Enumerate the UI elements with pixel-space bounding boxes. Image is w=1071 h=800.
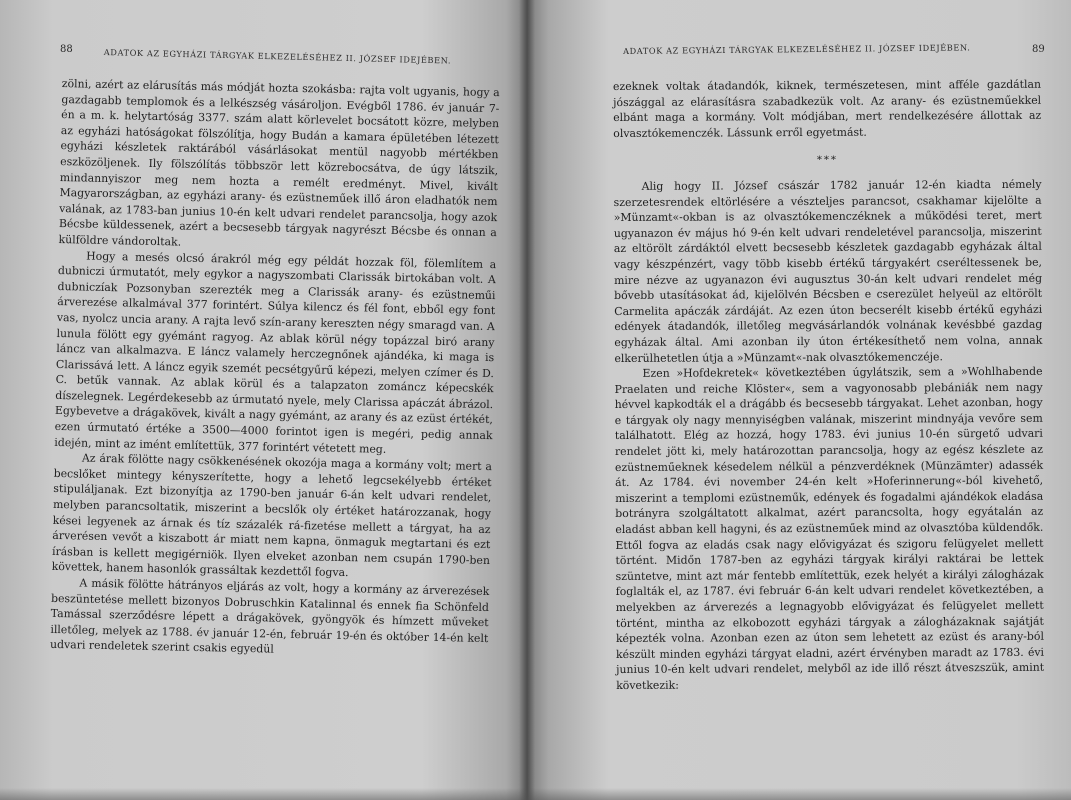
right-page <box>527 0 1071 800</box>
left-header-title: ADATOK AZ EGYHÁZI TÁRGYAK ELKEZELÉSÉHEZ II. JÓZSEF IDEJÉBEN. <box>103 47 452 66</box>
right-page-body <box>613 77 1044 694</box>
right-paragraph-2: Alig hogy II. József császár 1782 január 12-én kiadta némely szerzetesrendek eltörlésére a vészteljes parancsot, csakhamar kijelölte a »Münzamt«-okban is az olvasztókemenczéknek a működési teret, mert ugyanazon év május hó 9-én kelt udvari rendeletével parancsolja, miszerint az eltörölt zárdáktól elvett becsesebb készletek gazdagabb egyházak által vagy készpénzért, vagy több kisebb értékű tárgyakért cseréltessenek be, mire nézve az ugyanazon évi augusztus 30-án kelt udvari rendelet még bővebb utasításokat ád, kijelölvén Bécsben e cserezület helyeül az eltörölt Carmelita apáczák zárdáját. Az ezen úton becserélt kisebb értékű egyházi edények átadandók, illetőleg megvásárlandók volnának kevésbbé gazdag egyházak által. Ami azonban ily úton értékesíthető nem volna, annak elkerülhetetlen útja a »Münzamt«-nak olvasztókemenczéje. <box>613 177 1043 365</box>
left-page-body <box>50 76 500 662</box>
left-running-header <box>62 46 451 66</box>
right-paragraph-3: Ezen »Hofdekretek« következtében úgylátszik, sem a »Wohlhabende Praelaten und reiche Klöster«, sem a vagyonosabb plebániák nem nagy hévvel kapkodták el a drágább és becsesebb tárgyakat. Lehet azonban, hogy e tárgyak oly nagy mennyiségben valának, miszerint mindnyája vevőre sem találhatott. Elég az hozzá, hogy 1783. évi junius 10-én sürgető udvari rendelet jött ki, mely határozottan parancsolja, hogy az egész készlete az ezüstneműeknek késedelem nélkül a pénzverdéknek (Münzämter) adassék át. Az 1784. évi november 24-én kelt »Hoferinnerung«-ból kivehető, miszerint a templomi ezüstneműk, edények és fogadalmi ajándékok eladása botrányra szolgáltatott alkalmat, azért parancsolta, hogy egyátalán az eladást abban kell hagyni, és az ezüstneműek mind az olvasztóba küldendők. Ettől fogva az eladás csak nagy elővigyázat és szigoru felügyelet mellett történt. Midőn 1787-ben az egyházi tárgyak királyi raktárai be lettek szüntetve, mint azt már fentebb említettük, ezek helyét a királyi zálogházak foglalták el, az 1787. évi február 6-án kelt udvari rendelet következtében, a melyekben az árverezés a legnagyobb elővigyázat és felügyelet mellett történt, mintha az elkobozott egyházi tárgyak a zálogházaknak sajátját képezték volna. Azonban ezen az úton sem lehetett az ezüst és arany-ból készült minden egyházi tárgyat eladni, azért érvényben maradt az 1783. évi junius 10-én kelt udvari rendelet, melyből az ide illő részt átveszszük, amint következik: <box>614 364 1045 692</box>
left-page <box>0 0 527 800</box>
right-running-header <box>623 42 970 56</box>
right-page-number: 89 <box>1032 44 1045 55</box>
right-header-title: ADATOK AZ EGYHÁZI TÁRGYAK ELKEZELÉSÉHEZ II. JÓZSEF IDEJÉBEN. <box>623 42 971 56</box>
left-paragraph-3: Az árak fölötte nagy csökkenésének okozója maga a kormány volt; mert a becslőket mintegy kényszerítette, hogy a lehető legcsekélyebb értéket stipuláljanak. Ezt bizonyítja az 1790-ben január 6-án kelt udvari rendelet, melyben parancsoltatik, miszerint a becslők oly értéket határozzanak, hogy kései legyenek az árnak és tíz százalék rá-fizetése mellett a tárgyat, ha az árverésen vevőt a kiszabott ár miatt nem kapna, önmaguk megtartani és ezt írásban is kellett megigérniök. Ilyen elveket azonban nem csupán 1790-ben követtek, hanem hasonlók grassáltak kezdettől fogva. <box>51 451 493 580</box>
left-paragraph-1: zölni, azért az elárusítás más módját hozta szokásba: rajta volt ugyanis, hogy a gazdagabb templomok és a lelkészség vásároljon. Evégből 1786. év január 7-én a m. k. helytartóság 3377. szám alatt körlevelet bocsátott közre, melyben az egyházi hatóságokat fölszólítja, hogy Budán a kamara épületében létezett egyházi készletek raktárából vásárlásokat mentül nagyobb mértékben eszközöljenek. Ily fölszólítás többször lett közrebocsátva, de úgy látszik, mindannyiszor meg nem hozta a remélt eredményt. Mivel, kivált Magyarországban, az egyházi arany- és ezüstneműek illő áron eladhatók nem valának, az 1783-ban junius 10-én kelt udvari rendelet parancsolja, hogy azok Bécsbe küldessenek, azért a becsesebb tárgyak nagyrészt Bécsbe és onnan a külföldre vándoroltak. <box>58 76 500 249</box>
left-paragraph-4: A másik fölötte hátrányos eljárás az volt, hogy a kormány az árverezések beszüntetése mellett bizonyos Dobruschkin Katalinnal és ennek fia Schönfeld Tamással szerződésre lépett a drágakövek, gyöngyök és hímzett műveket illetőleg, melyek az 1788. év január 12-én, február 19-én és október 14-én kelt udvari rendeletek szerint csakis egyedül <box>49 576 490 656</box>
left-paragraph-2: Hogy a mesés olcsó árakról még egy példát hozzak föl, fölemlítem a dubniczi úrmutatót, mely egykor a nagyszombati Clarissák birtokában volt. A dubniczíak Pozsonyban szerezték meg a Clarissák arany- és ezüstneműi árverezése alkalmával 377 forintért. Súlya kilencz és fél font, ebből egy font vas, nyolcz uncia arany. A rajta levő szín-arany kereszten négy smaragd van. A lunula fölött egy gyémánt ragyog. Az ablak körül négy topázzal biró arany láncz van alkalmazva. E láncz valamely herczegnőnek ajándéka, ki maga is Clarissává lett. A láncz egyik szemét pecsétgyűrű képezi, melyen czímer és D. C. betűk vannak. Az ablak körül és a talapzaton zománcz képecskék díszelegnek. Legérdekesebb az úrmutató nyele, mely Clarissa apáczát ábrázol. Egybevetve a drágakövek, kivált a nagy gyémánt, az arany és az ezüst értékét, ezen úrmutató értéke a 3500—4000 forintot igen is megéri, pedig annak idején, mint az imént említettük, 377 forintért vétetett meg. <box>54 249 497 456</box>
right-paragraph-1: ezeknek voltak átadandók, kiknek, természetesen, mint afféle gazdátlan jószággal az elárasításra szabadkezük volt. Az arany- és ezüstneműekkel elbánt maga a kormány. Volt módjában, mert rendelkezésére állottak az olvasztókemenczék. Lássunk erről egyetmást. <box>613 77 1042 140</box>
section-separator: *** <box>816 155 838 167</box>
left-page-number: 88 <box>60 44 73 55</box>
